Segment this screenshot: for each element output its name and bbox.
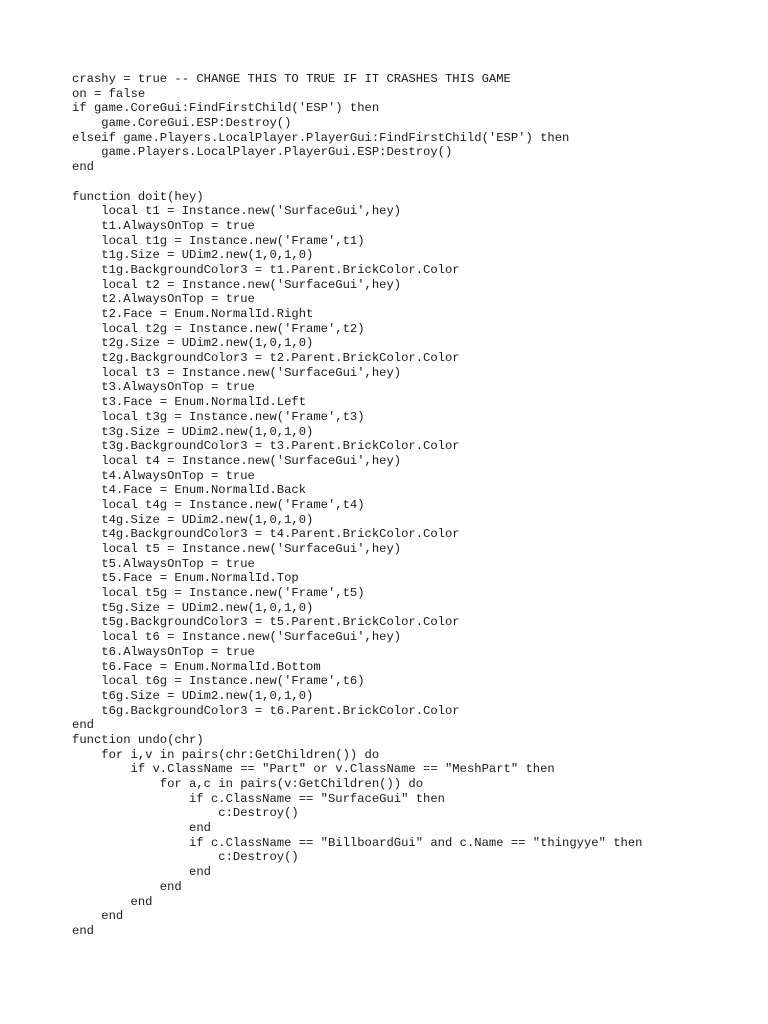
- code-line: t3.Face = Enum.NormalId.Left: [72, 395, 307, 410]
- code-line: local t1g = Instance.new('Frame',t1): [72, 233, 365, 248]
- code-listing: [72, 72, 642, 939]
- code-line: local t2 = Instance.new('SurfaceGui',hey): [72, 277, 402, 292]
- code-line: local t4g = Instance.new('Frame',t4): [72, 497, 365, 512]
- code-line: t3g.BackgroundColor3 = t3.Parent.BrickColor.Color: [72, 439, 460, 454]
- code-line: t4g.BackgroundColor3 = t4.Parent.BrickColor.Color: [72, 527, 460, 542]
- code-line: t3g.Size = UDim2.new(1,0,1,0): [72, 424, 314, 439]
- code-line: t5g.BackgroundColor3 = t5.Parent.BrickColor.Color: [72, 615, 460, 630]
- code-line: local t6g = Instance.new('Frame',t6): [72, 674, 365, 689]
- code-line: end: [72, 879, 182, 894]
- code-line: local t1 = Instance.new('SurfaceGui',hey): [72, 204, 402, 219]
- code-line: t2g.BackgroundColor3 = t2.Parent.BrickColor.Color: [72, 351, 460, 366]
- code-line: if v.ClassName == "Part" or v.ClassName == "MeshPart" then: [72, 762, 555, 777]
- code-line: end: [72, 923, 94, 938]
- code-line: local t3 = Instance.new('SurfaceGui',hey): [72, 365, 402, 380]
- code-line: for a,c in pairs(v:GetChildren()) do: [72, 777, 424, 791]
- code-line: t2.Face = Enum.NormalId.Right: [72, 307, 314, 321]
- code-line: t6.Face = Enum.NormalId.Bottom: [72, 659, 321, 674]
- code-line: c:Destroy(): [72, 850, 299, 865]
- code-line: [72, 175, 642, 190]
- code-line: for i,v in pairs(chr:GetChildren()) do: [72, 747, 380, 762]
- code-line: local t5 = Instance.new('SurfaceGui',hey): [72, 542, 402, 556]
- code-line: end: [72, 894, 153, 909]
- code-line: if c.ClassName == "SurfaceGui" then: [72, 791, 445, 806]
- code-line: t4.AlwaysOnTop = true: [72, 468, 255, 483]
- code-line: elseif game.Players.LocalPlayer.PlayerGui:FindFirstChild('ESP') then: [72, 130, 570, 145]
- code-line: end: [72, 909, 124, 924]
- code-line: t1.AlwaysOnTop = true: [72, 218, 255, 233]
- code-line: t5g.Size = UDim2.new(1,0,1,0): [72, 600, 314, 615]
- code-line: t6.AlwaysOnTop = true: [72, 644, 255, 659]
- code-line: c:Destroy(): [72, 806, 299, 821]
- code-line: game.Players.LocalPlayer.PlayerGui.ESP:Destroy(): [72, 145, 453, 160]
- code-line: t6g.BackgroundColor3 = t6.Parent.BrickColor.Color: [72, 703, 460, 718]
- code-line: game.CoreGui.ESP:Destroy(): [72, 116, 292, 131]
- code-line: t2g.Size = UDim2.new(1,0,1,0): [72, 336, 314, 351]
- code-line: if c.ClassName == "BillboardGui" and c.Name == "thingyye" then: [72, 835, 643, 850]
- code-line: end: [72, 160, 94, 175]
- code-line: end: [72, 718, 94, 733]
- code-line: local t2g = Instance.new('Frame',t2): [72, 321, 365, 336]
- code-line: local t3g = Instance.new('Frame',t3): [72, 409, 365, 424]
- code-line: function undo(chr): [72, 732, 204, 747]
- code-line: if game.CoreGui:FindFirstChild('ESP') then: [72, 101, 380, 116]
- code-line: t4.Face = Enum.NormalId.Back: [72, 483, 307, 498]
- code-line: t2.AlwaysOnTop = true: [72, 292, 255, 307]
- code-line: local t4 = Instance.new('SurfaceGui',hey): [72, 453, 402, 468]
- code-line: local t6 = Instance.new('SurfaceGui',hey): [72, 630, 402, 645]
- code-line: t5.AlwaysOnTop = true: [72, 556, 255, 571]
- code-line: t3.AlwaysOnTop = true: [72, 380, 255, 395]
- code-line: local t5g = Instance.new('Frame',t5): [72, 586, 365, 601]
- code-line: on = false: [72, 86, 146, 101]
- code-line: t5.Face = Enum.NormalId.Top: [72, 571, 299, 586]
- code-line: t1g.Size = UDim2.new(1,0,1,0): [72, 248, 314, 263]
- code-line: crashy = true -- CHANGE THIS TO TRUE IF IT CRASHES THIS GAME: [72, 72, 511, 86]
- code-line: function doit(hey): [72, 189, 204, 204]
- code-line: t1g.BackgroundColor3 = t1.Parent.BrickColor.Color: [72, 262, 460, 277]
- code-line: t4g.Size = UDim2.new(1,0,1,0): [72, 512, 314, 527]
- code-line: t6g.Size = UDim2.new(1,0,1,0): [72, 688, 314, 703]
- code-line: end: [72, 821, 211, 836]
- code-line: end: [72, 865, 211, 880]
